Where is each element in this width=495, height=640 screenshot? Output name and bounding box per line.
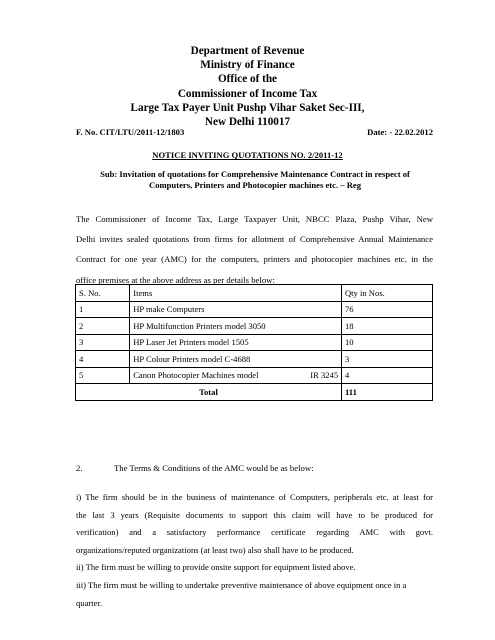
intro-line: Contract for one year (AMC) for the computers, printers and photocopier machines etc. in the (76, 254, 433, 265)
letterhead-line: Office of the (217, 73, 278, 86)
table-row (76, 301, 433, 318)
notice-title: NOTICE INVITING QUOTATIONS NO. 2/2011-12 (152, 150, 343, 160)
header-sno: S. No. (76, 285, 130, 302)
cell-item: HP Multifunction Printers model 3050 (130, 318, 342, 335)
cell-sno: 1 (76, 301, 130, 318)
letterhead-line: Department of Revenue (190, 45, 305, 57)
cell-sno: 4 (76, 351, 130, 368)
terms-heading-text: The Terms & Conditions of the AMC would be as below: (114, 463, 314, 473)
intro-line: office premises at the above address as per details below: (76, 274, 275, 285)
term-line: quarter. (76, 597, 103, 608)
subject (70, 169, 440, 192)
terms-heading-number: 2. (76, 463, 83, 473)
total-label: Total (76, 384, 342, 401)
letterhead-line: New Delhi 110017 (204, 116, 291, 129)
cell-item: HP Laser Jet Printers model 1505 (130, 334, 342, 351)
subject-line: Computers, Printers and Photocopier machines etc. – Reg (148, 180, 362, 191)
cell-item: HP Colour Printers model C-4688 (130, 351, 342, 368)
total-value: 111 (341, 384, 432, 401)
header-qty: Qty in Nos. (341, 285, 432, 302)
cell-qty: 3 (341, 351, 432, 368)
term-line: verification) and a satisfactory performance certificate regarding AMC with govt. (76, 527, 433, 538)
cell-qty: 76 (341, 301, 432, 318)
equipment-table (75, 284, 433, 401)
subject-line: Sub: Invitation of quotations for Comprehensive Maintenance Contract in respect of (100, 169, 410, 179)
term-line: ii) The firm must be willing to provide onsite support for equipment listed above. (76, 562, 356, 573)
table-header-row (76, 285, 433, 302)
table-row (76, 318, 433, 335)
cell-sno: 2 (76, 318, 130, 335)
cell-sno: 3 (76, 334, 130, 351)
letterhead-line: Large Tax Payer Unit Pushp Vihar Saket Sec-III, (130, 101, 365, 114)
terms-list (76, 489, 433, 612)
cell-item: HP make Computers (130, 301, 342, 318)
cell-item-name: Canon Photocopier Machines model (133, 370, 259, 381)
term-line: organizations/reputed organizations (at least two) also shall have to be produced. (76, 544, 354, 555)
cell-qty: 18 (341, 318, 432, 335)
intro-paragraph (76, 209, 433, 290)
cell-qty: 10 (341, 334, 432, 351)
cell-item-model: IR 3245 (310, 370, 339, 381)
letterhead-line: Ministry of Finance (200, 59, 295, 72)
term-line: the last 3 years (Requisite documents to support this claim will have to be produced for (76, 509, 433, 520)
file-number: F. No. CIT/LTU/2011-12/1803 (76, 127, 185, 137)
cell-qty: 4 (341, 367, 432, 384)
table-row (76, 351, 433, 368)
header-items: Items (130, 285, 342, 302)
letterhead (0, 44, 495, 129)
intro-line: Delhi invites sealed quotations from firms for allotment of Comprehensive Annual Maintenance (76, 234, 433, 245)
cell-sno: 5 (76, 367, 130, 384)
table-total-row (76, 384, 433, 401)
cell-item (130, 367, 342, 384)
document-date: Date: - 22.02.2012 (367, 127, 433, 137)
table-row (76, 367, 433, 384)
table-row (76, 334, 433, 351)
term-line: iii) The firm must be willing to undertake preventive maintenance of above equipment once in a (76, 579, 407, 590)
term-line: i) The firm should be in the business of maintenance of Computers, peripherals etc. at least for (76, 492, 433, 502)
intro-line: The Commissioner of Income Tax, Large Taxpayer Unit, NBCC Plaza, Pushp Vihar, New (76, 214, 433, 224)
letterhead-line: Commissioner of Income Tax (177, 87, 318, 100)
